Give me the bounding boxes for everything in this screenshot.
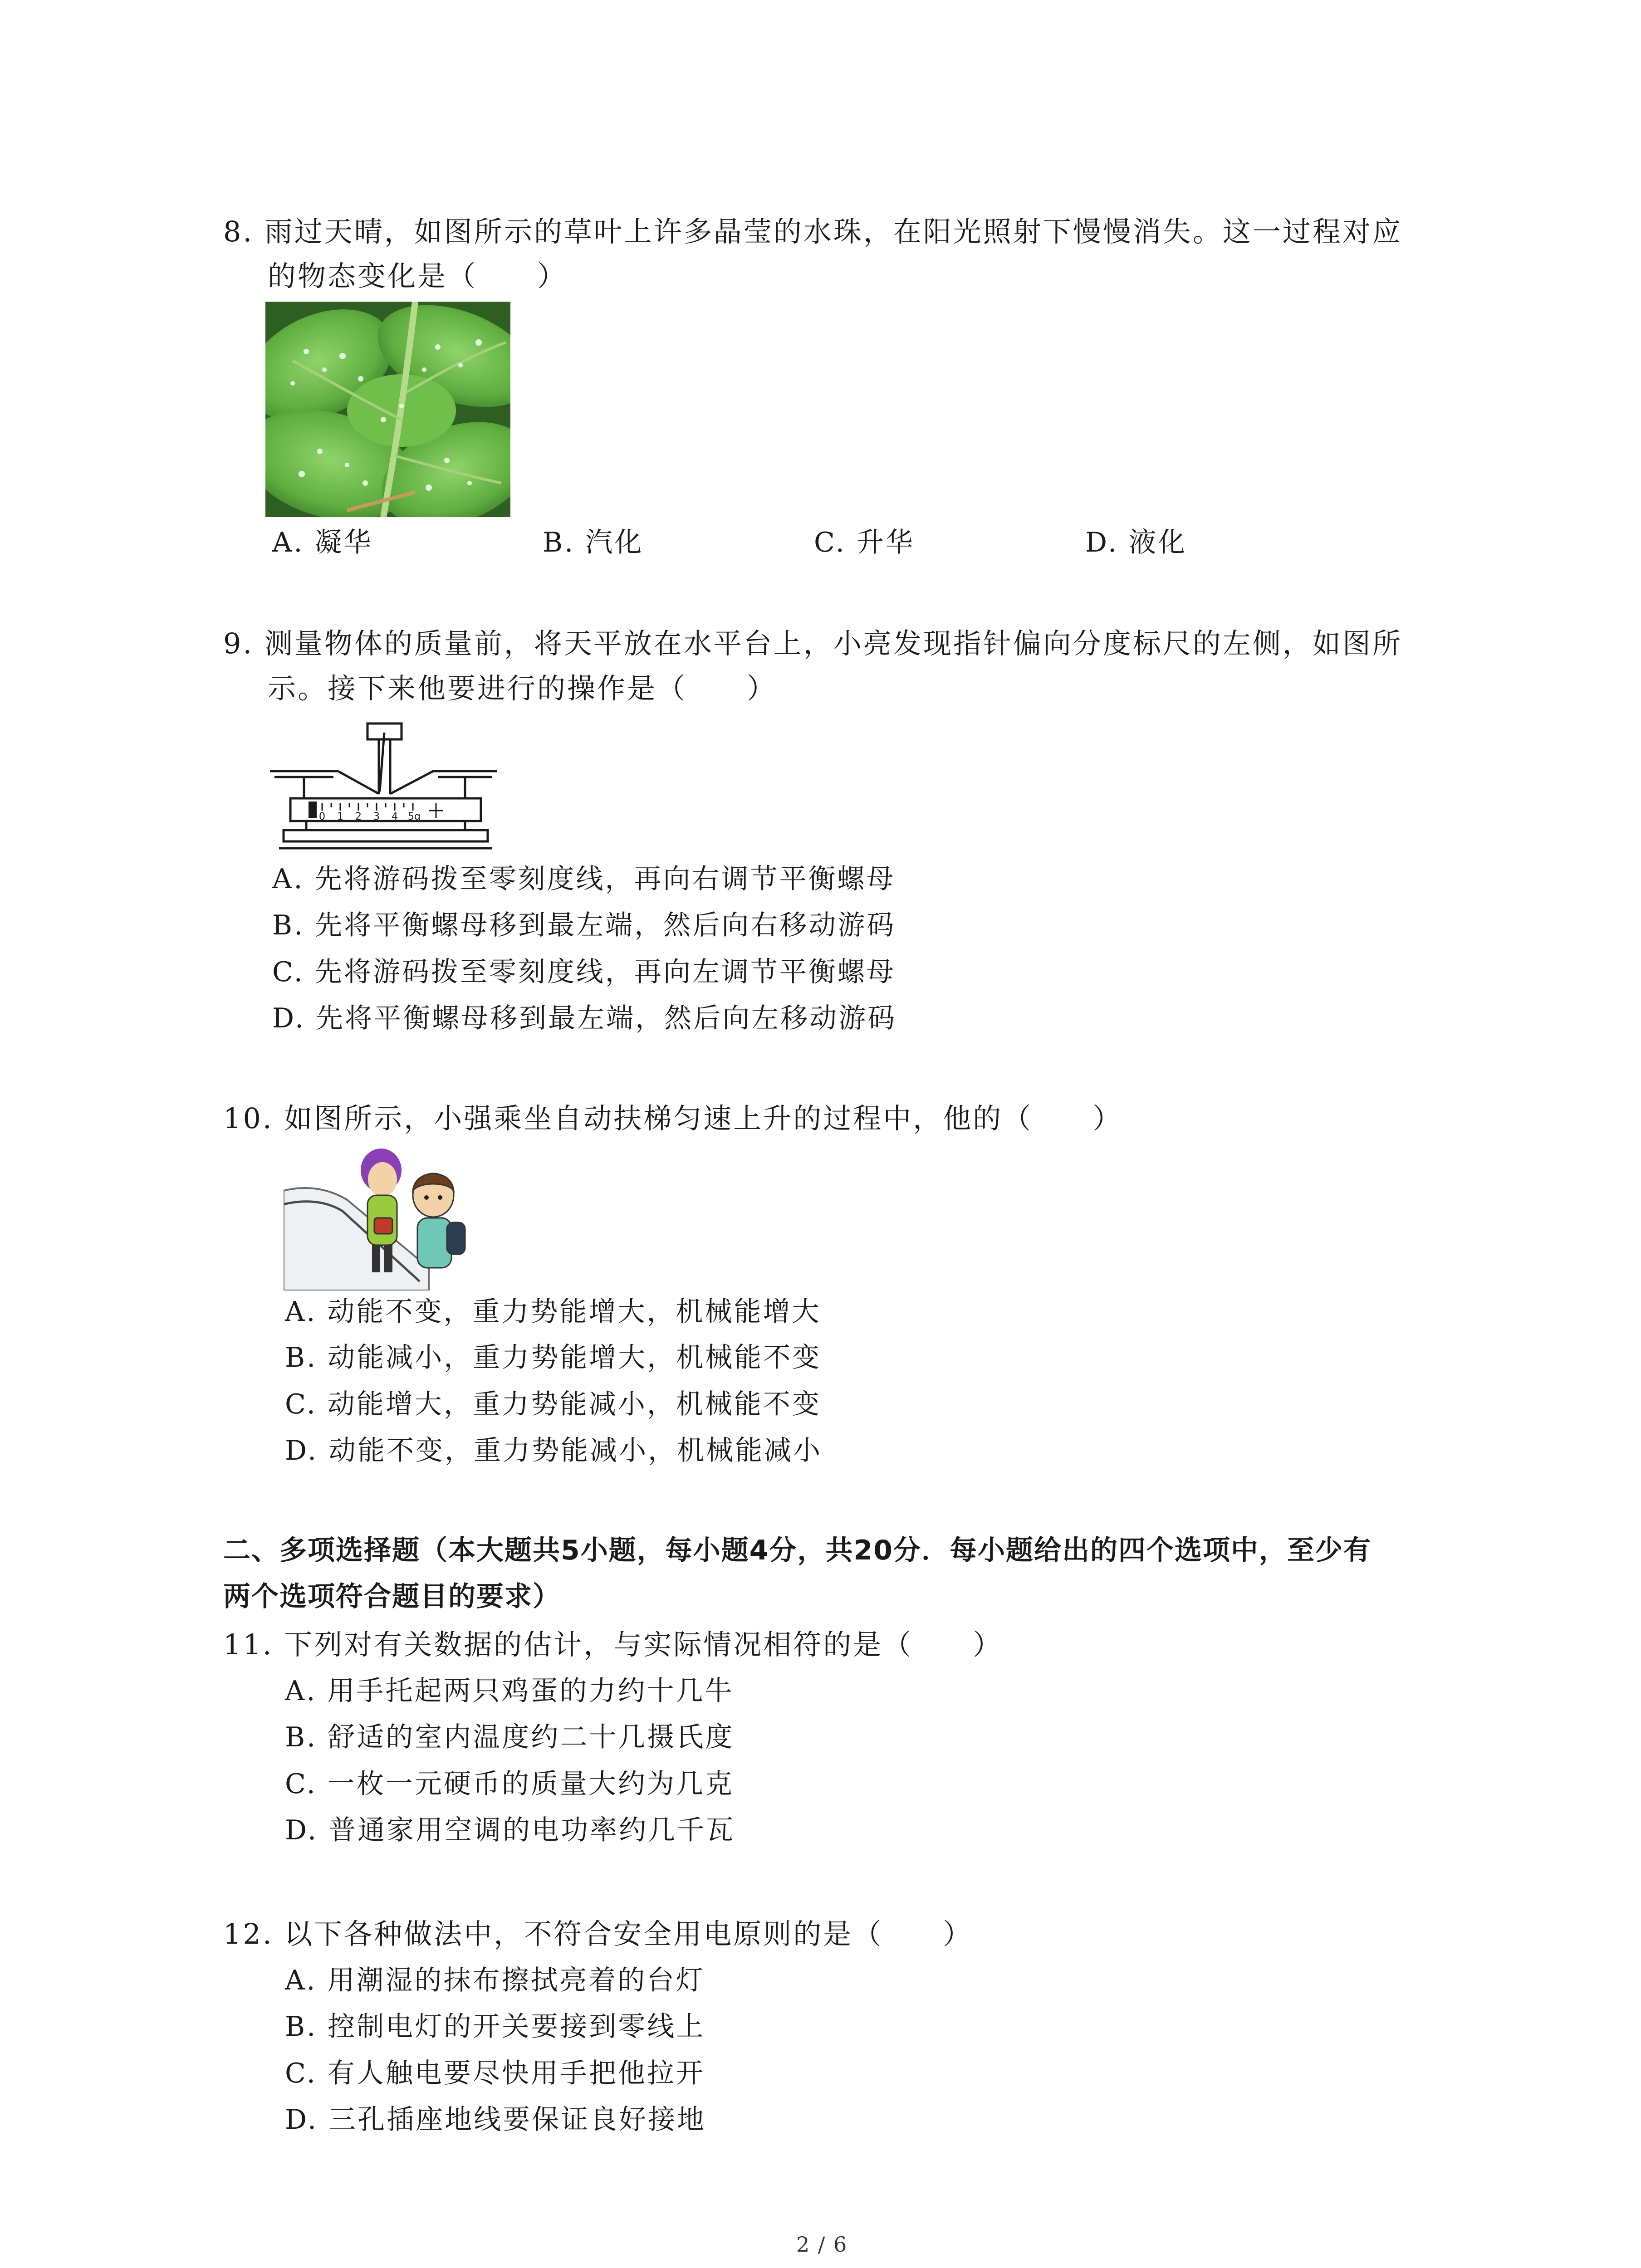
section2-heading-line1: 二、多项选择题（本大题共5小题，每小题4分，共20分．每小题给出的四个选项中，至少有 xyxy=(223,1535,1372,1566)
q9-stem-line2: 示。接下来他要进行的操作是（ ） xyxy=(268,672,777,705)
q11-option-a[interactable]: A. 用手托起两只鸡蛋的力约十几牛 xyxy=(285,1675,734,1707)
q12-stem: 12. 以下各种做法中，不符合安全用电原则的是（ ） xyxy=(223,1917,973,1950)
q11-option-d[interactable]: D. 普通家用空调的电功率约几千瓦 xyxy=(285,1814,735,1846)
q8-stem-line1: 8. 雨过天晴，如图所示的草叶上许多晶莹的水珠，在阳光照射下慢慢消失。这一过程对应 xyxy=(223,215,1402,248)
q12-option-d[interactable]: D. 三孔插座地线要保证良好接地 xyxy=(285,2104,706,2136)
scale-label-1: 1 xyxy=(337,811,343,822)
rider-weight-marker xyxy=(309,802,317,818)
q9-stem-line1: 9. 测量物体的质量前，将天平放在水平台上，小亮发现指针偏向分度标尺的左侧，如图所 xyxy=(223,627,1402,660)
q9-option-a[interactable]: A. 先将游码拨至零刻度线，再向右调节平衡螺母 xyxy=(272,863,896,895)
q11-option-b[interactable]: B. 舒适的室内温度约二十几摄氏度 xyxy=(285,1721,735,1753)
q11-option-c[interactable]: C. 一枚一元硬币的质量大约为几克 xyxy=(285,1768,734,1800)
q10-escalator-figure xyxy=(284,1141,474,1290)
balance-diagram xyxy=(265,714,501,855)
q10-option-c[interactable]: C. 动能增大，重力势能减小，机械能不变 xyxy=(285,1388,821,1420)
leaf-photo-image xyxy=(265,302,510,517)
q12-option-a[interactable]: A. 用潮湿的抹布擦拭亮着的台灯 xyxy=(285,1965,705,1996)
q8-option-b[interactable]: B. 汽化 xyxy=(543,527,644,558)
q8-option-d[interactable]: D. 液化 xyxy=(1085,527,1187,558)
escalator-illustration xyxy=(284,1141,474,1290)
q12-option-b[interactable]: B. 控制电灯的开关要接到零线上 xyxy=(285,2011,705,2043)
q8-option-a[interactable]: A. 凝华 xyxy=(272,527,373,558)
scale-label-3: 3 xyxy=(373,811,380,822)
q9-option-d[interactable]: D. 先将平衡螺母移到最左端，然后向左移动游码 xyxy=(272,1002,897,1034)
q9-option-b[interactable]: B. 先将平衡螺母移到最左端，然后向右移动游码 xyxy=(272,909,896,941)
q10-option-b[interactable]: B. 动能减小，重力势能增大，机械能不变 xyxy=(285,1342,822,1374)
q8-leaf-figure xyxy=(265,302,510,517)
q9-option-c[interactable]: C. 先将游码拨至零刻度线，再向左调节平衡螺母 xyxy=(272,956,896,988)
section2-heading-line2: 两个选项符合题目的要求） xyxy=(223,1581,561,1613)
scale-label-2: 2 xyxy=(355,811,362,822)
scale-label-5g: 5g xyxy=(408,811,421,822)
q10-option-a[interactable]: A. 动能不变，重力势能增大，机械能增大 xyxy=(285,1296,821,1328)
q9-balance-figure xyxy=(265,714,501,855)
q11-stem: 11. 下列对有关数据的估计，与实际情况相符的是（ ） xyxy=(223,1628,1003,1661)
q10-option-d[interactable]: D. 动能不变，重力势能减小，机械能减小 xyxy=(285,1435,823,1466)
q8-option-c[interactable]: C. 升华 xyxy=(814,527,915,558)
q8-stem-line2: 的物态变化是（ ） xyxy=(268,259,568,293)
q10-stem: 10. 如图所示，小强乘坐自动扶梯匀速上升的过程中，他的（ ） xyxy=(223,1102,1123,1135)
scale-label-4: 4 xyxy=(392,811,398,822)
q12-option-c[interactable]: C. 有人触电要尽快用手把他拉开 xyxy=(285,2058,705,2089)
scale-label-0: 0 xyxy=(319,811,325,822)
page-number: 2 / 6 xyxy=(796,2232,848,2257)
